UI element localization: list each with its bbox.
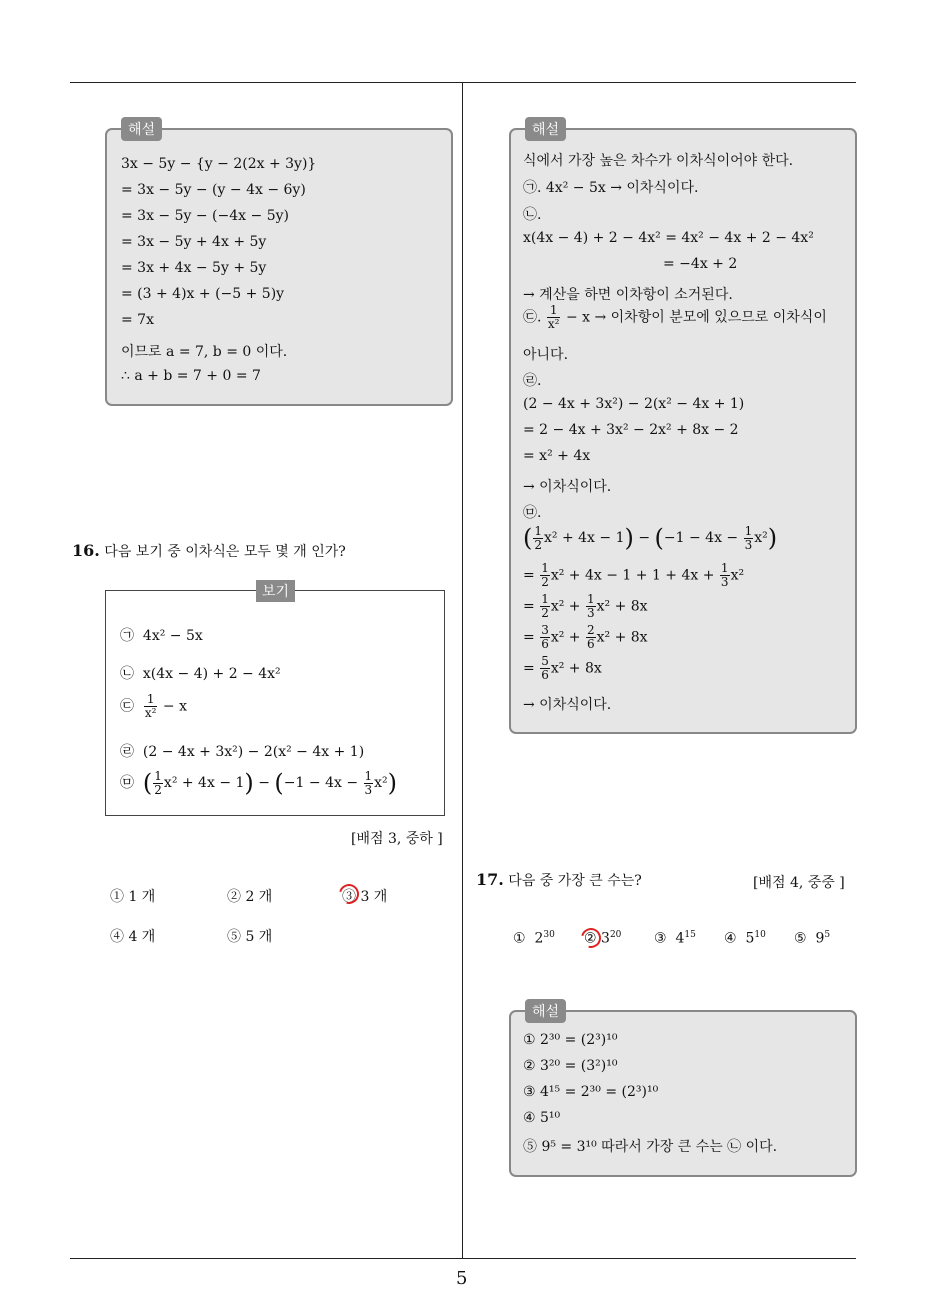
- score-16: [배점 3, 중하 ]: [351, 831, 443, 847]
- choice-5[interactable]: ⑤ 5 개: [227, 929, 273, 945]
- choice-3[interactable]: ③ 3 개: [342, 889, 388, 905]
- question-number: 16.: [72, 541, 100, 560]
- bogi-item: ㉡ x(4x − 4) + 2 − 4x²: [120, 666, 281, 682]
- solution-box-17: [509, 1004, 857, 1177]
- solution-line: = −4x + 2: [663, 256, 738, 272]
- solution-line: ① 2³⁰ = (2³)¹⁰: [523, 1032, 618, 1048]
- bogi-item: ㉢ $\frac{1}{\text{x²}}$ − x: [120, 692, 188, 720]
- question-text: 다음 중 가장 큰 수는?: [508, 873, 642, 889]
- choice-4[interactable]: ④ 4 개: [110, 929, 156, 945]
- question-17: [476, 870, 642, 890]
- column-divider: [462, 82, 463, 1258]
- solution-line: = $\frac{1}{2}$ x² + 4x − 1 + 1 + 4x + $\frac{1}{3}$ x²: [523, 561, 745, 589]
- solution-line: ㉢. $\frac{1}{\text{x²}}$ − x → 이차항이 분모에 있으므로 이차식이: [523, 303, 827, 331]
- bogi-box: [105, 584, 445, 816]
- choice-17-2[interactable]: ② $3^{20}$: [584, 930, 622, 947]
- solution-line: = 3x + 4x − 5y + 5y: [121, 260, 267, 276]
- bogi-item: ㉤ ( $\frac{1}{2}$ x² + 4x − 1) − (−1 − 4x − $\frac{1}{3}$ x²): [120, 768, 398, 797]
- question-16: [72, 541, 346, 561]
- page-number: 5: [456, 1268, 468, 1289]
- solution-box-16: [509, 122, 857, 734]
- score-17: [배점 4, 중중 ]: [753, 875, 845, 891]
- solution-line: ㉡.: [523, 207, 542, 223]
- solution-line: ㉤.: [523, 505, 542, 521]
- solution-box-15: [105, 122, 453, 406]
- choice-17-1[interactable]: ① $2^{30}$: [513, 930, 555, 947]
- solution-line: 이므로 a = 7, b = 0 이다.: [121, 344, 288, 360]
- choice-2[interactable]: ② 2 개: [227, 889, 273, 905]
- answer-mark: [577, 924, 604, 951]
- solution-line: = 7x: [121, 312, 154, 328]
- solution-tag: 해설: [525, 117, 566, 141]
- solution-line: ㉠. 4x² − 5x → 이차식이다.: [523, 180, 699, 196]
- solution-line: = $\frac{3}{6}$ x² + $\frac{2}{6}$ x² + 8x: [523, 623, 648, 651]
- solution-line: ③ 4¹⁵ = 2³⁰ = (2³)¹⁰: [523, 1084, 659, 1100]
- solution-line: = 3x − 5y + 4x + 5y: [121, 234, 267, 250]
- solution-line: = 3x − 5y − (−4x − 5y): [121, 208, 289, 224]
- bogi-tag: 보기: [256, 580, 295, 602]
- solution-line: ∴ a + b = 7 + 0 = 7: [121, 368, 261, 384]
- solution-line: → 이차식이다.: [523, 697, 612, 713]
- solution-line: 아니다.: [523, 347, 569, 363]
- bottom-rule: [70, 1258, 856, 1259]
- choice-17-4[interactable]: ④ $5^{10}$: [724, 930, 766, 947]
- solution-line: = 3x − 5y − (y − 4x − 6y): [121, 182, 306, 198]
- solution-line: ㉣.: [523, 373, 542, 389]
- solution-line: ⑤ 9⁵ = 3¹⁰ 따라서 가장 큰 수는 ㉡ 이다.: [523, 1139, 778, 1155]
- solution-line: 식에서 가장 높은 차수가 이차식이어야 한다.: [523, 153, 794, 169]
- solution-line: ④ 5¹⁰: [523, 1110, 561, 1126]
- solution-line: 3x − 5y − {y − 2(2x + 3y)}: [121, 156, 317, 172]
- solution-line: = (3 + 4)x + (−5 + 5)y: [121, 286, 285, 302]
- solution-line: → 이차식이다.: [523, 479, 612, 495]
- solution-line: ② 3²⁰ = (3²)¹⁰: [523, 1058, 618, 1074]
- choice-17-3[interactable]: ③ $4^{15}$: [654, 930, 696, 947]
- choice-17-5[interactable]: ⑤ $9^5$: [794, 930, 831, 947]
- bogi-item: ㉣ (2 − 4x + 3x²) − 2(x² − 4x + 1): [120, 744, 365, 760]
- top-rule: [70, 82, 856, 83]
- solution-line: = $\frac{1}{2}$ x² + $\frac{1}{3}$ x² + 8x: [523, 592, 648, 620]
- question-text: 다음 보기 중 이차식은 모두 몇 개 인가?: [104, 544, 346, 560]
- choice-1[interactable]: ① 1 개: [110, 889, 156, 905]
- solution-line: ( $\frac{1}{2}$ x² + 4x − 1) − (−1 − 4x − $\frac{1}{3}$ x²): [523, 523, 778, 552]
- question-number: 17.: [476, 870, 504, 889]
- solution-tag: 해설: [121, 117, 162, 141]
- solution-tag: 해설: [525, 999, 566, 1023]
- solution-line: = x² + 4x: [523, 448, 591, 464]
- solution-line: → 계산을 하면 이차항이 소거된다.: [523, 287, 733, 303]
- bogi-item: ㉠ 4x² − 5x: [120, 628, 203, 644]
- solution-line: (2 − 4x + 3x²) − 2(x² − 4x + 1): [523, 396, 745, 412]
- solution-line: = $\frac{5}{6}$ x² + 8x: [523, 654, 602, 682]
- solution-line: x(4x − 4) + 2 − 4x² = 4x² − 4x + 2 − 4x²: [523, 230, 814, 246]
- solution-line: = 2 − 4x + 3x² − 2x² + 8x − 2: [523, 422, 739, 438]
